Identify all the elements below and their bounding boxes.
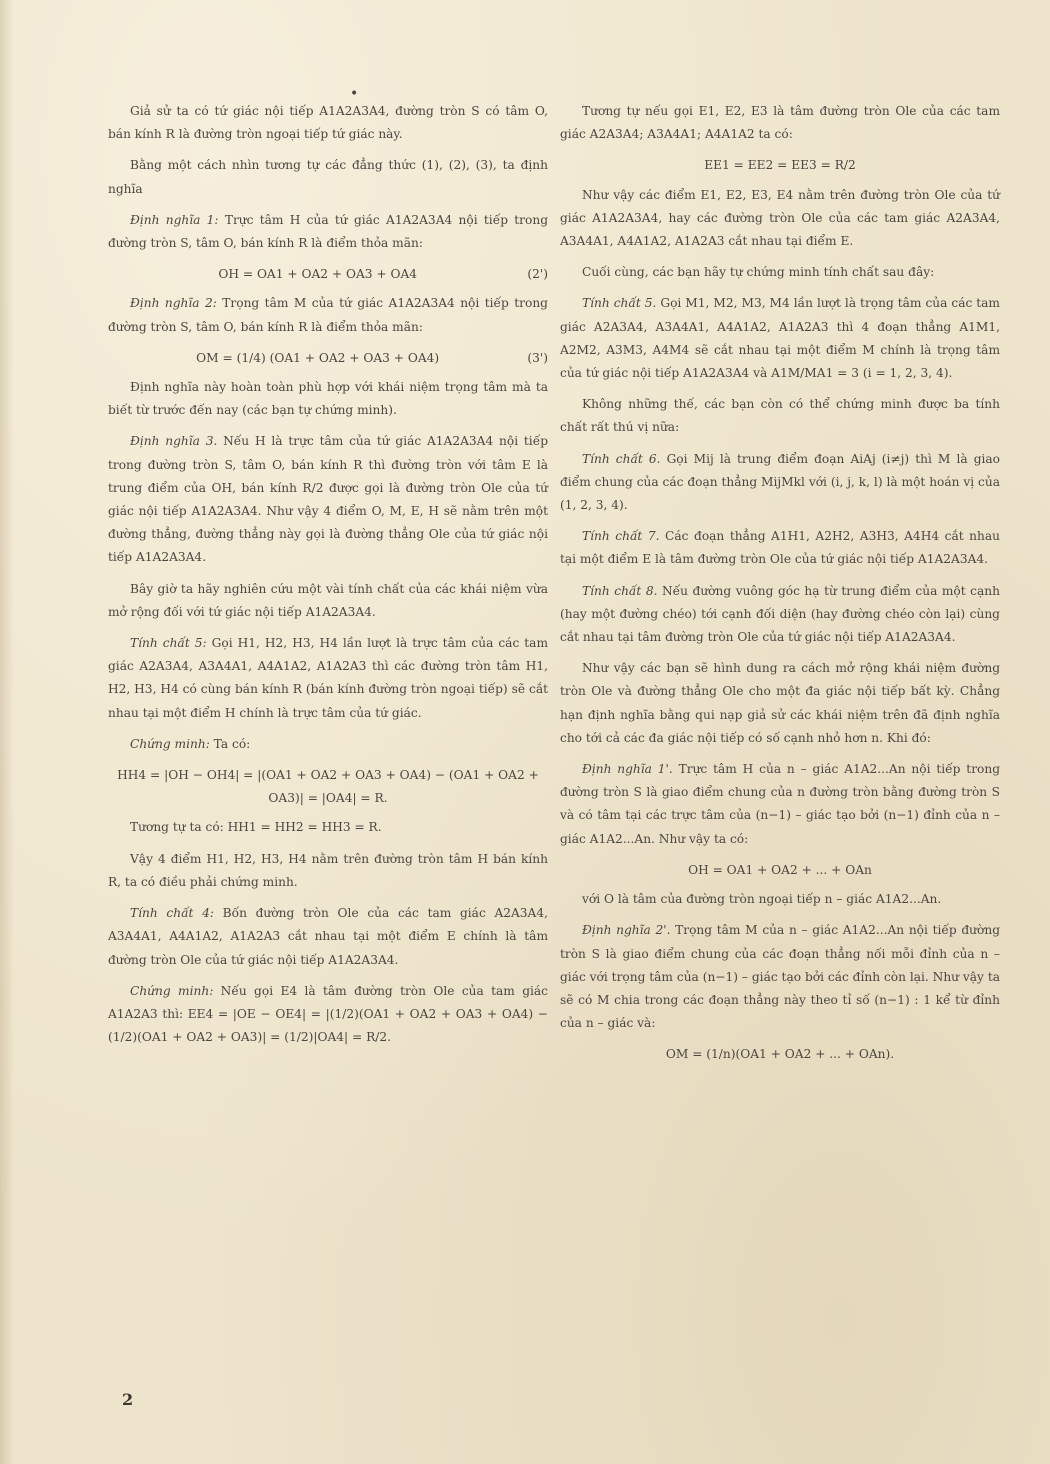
paragraph xyxy=(108,100,548,146)
paragraph xyxy=(108,980,548,1050)
paragraph-text: với O là tâm của đường tròn ngoại tiếp n – giác A1A2...An. xyxy=(582,892,942,907)
equation xyxy=(108,347,548,370)
paragraph-text: Bằng một cách nhìn tương tự các đẳng thức (1), (2), (3), ta định nghĩa xyxy=(108,158,548,196)
paragraph-text: Các đoạn thẳng A1H1, A2H2, A3H3, A4H4 cắt nhau tại một điểm E là tâm đường tròn Ole của tứ giác nội tiếp A1A2A3A4. xyxy=(560,529,1000,567)
paragraph-heading: Tính chất 8. xyxy=(582,583,658,598)
equation xyxy=(560,154,1000,177)
paragraph-text: Gọi M1, M2, M3, M4 lần lượt là trọng tâm của các tam giác A2A3A4, A3A4A1, A4A1A2, A1A2A3 thì 4 đoạn thẳng A1M1, A2M2, A3M3, A4M4 sẽ cắt nhau tại một điểm M chính là trọng tâm của tứ giác nội tiếp A1A2A3A4 và A1M/MA1 = 3 (i = 1, 2, 3, 4). xyxy=(560,296,1000,381)
paragraph xyxy=(108,376,548,422)
paragraph xyxy=(560,888,1000,911)
paragraph-text: Nếu gọi E4 là tâm đường tròn Ole của tam giác A1A2A3 thì: EE4 = |OE − OE4| = |(1/2)(OA1 + OA2 + OA3 + OA4) − (1/2)(OA1 + OA2 + OA3)| = (1/2)|OA4| = R/2. xyxy=(108,983,549,1045)
equation-number: (2') xyxy=(527,267,548,282)
paragraph-text: Trực tâm H của tứ giác A1A2A3A4 nội tiếp trong đường tròn S, tâm O, bán kính R là điểm thỏa mãn: xyxy=(108,212,548,251)
paragraph-text: Trọng tâm M của tứ giác A1A2A3A4 nội tiếp trong đường tròn S, tâm O, bán kính R là điểm thỏa mãn: xyxy=(108,296,548,334)
paragraph xyxy=(560,261,1000,284)
top-mark: • xyxy=(350,86,359,102)
paragraph xyxy=(108,632,548,725)
equation-text: HH4 = |OH − OH4| = |(OA1 + OA2 + OA3 + OA4) − (OA1 + OA2 + OA3)| = |OA4| = R. xyxy=(117,768,539,806)
paragraph-text: Tương tự ta có: HH1 = HH2 = HH3 = R. xyxy=(130,820,382,835)
equation xyxy=(560,1043,1000,1066)
paragraph xyxy=(560,184,1000,254)
paragraph xyxy=(108,578,548,624)
paragraph-text: Định nghĩa này hoàn toàn phù hợp với khái niệm trọng tâm mà ta biết từ trước đến nay (các bạn tự chứng minh). xyxy=(108,380,548,418)
paragraph-heading: Định nghĩa 3. xyxy=(130,434,218,449)
paragraph-text: Không những thế, các bạn còn có thể chứng minh được ba tính chất rất thú vị nữa: xyxy=(560,397,1000,435)
paragraph-heading: Định nghĩa 1: xyxy=(130,212,219,227)
equation-text: OM = (1/4) (OA1 + OA2 + OA3 + OA4) xyxy=(196,350,440,365)
paragraph-heading: Chứng minh: xyxy=(130,736,210,751)
paragraph-heading: Định nghĩa 2: xyxy=(130,296,217,311)
paragraph-text: Như vậy các điểm E1, E2, E3, E4 nằm trên đường tròn Ole của tứ giác A1A2A3A4, hay các đường tròn Ole của các tam giác A2A3A4, A3A4A1, A4A1A2, A1A2A3 cắt nhau tại điểm E. xyxy=(560,187,1000,249)
paragraph xyxy=(108,154,548,200)
paragraph-text: Cuối cùng, các bạn hãy tự chứng minh tính chất sau đây: xyxy=(582,265,935,280)
paragraph xyxy=(108,848,548,894)
paragraph-text: Tương tự nếu gọi E1, E2, E3 là tâm đường tròn Ole của các tam giác A2A3A4; A3A4A1; A4A1A2 ta có: xyxy=(560,104,1000,142)
paragraph-text: Nếu đường vuông góc hạ từ trung điểm của một cạnh (hay một đường chéo) tới cạnh đối diện (hay đường chéo còn lại) cùng cắt nhau tại tâm đường tròn Ole của tứ giác nội tiếp A1A2A3A4. xyxy=(560,583,1000,645)
paragraph-heading: Tính chất 4: xyxy=(130,906,214,921)
paragraph xyxy=(560,292,1000,385)
paragraph xyxy=(560,100,1000,146)
right-column xyxy=(560,100,1000,1073)
paragraph-text: Như vậy các bạn sẽ hình dung ra cách mở rộng khái niệm đường tròn Ole và đường thẳng Ole cho một đa giác nội tiếp bất kỳ. Chẳng hạn định nghĩa bằng qui nạp giả sử các khái niệm trên đã định nghĩa cho tới cả các đa giác nội tiếp có số cạnh nhỏ hơn n. Khi đó: xyxy=(560,661,1000,745)
left-column xyxy=(108,100,548,1057)
equation-text: EE1 = EE2 = EE3 = R/2 xyxy=(704,158,856,173)
paragraph-text: Gọi H1, H2, H3, H4 lần lượt là trực tâm của các tam giác A2A3A4, A3A4A1, A4A1A2, A1A2A3 thì các đường tròn tâm H1, H2, H3, H4 có cùng bán kính R (bán kính đường tròn ngoại tiếp) sẽ cắt nhau tại một điểm H chính là trực tâm của tứ giác. xyxy=(108,636,549,720)
paragraph-text: Nếu H là trực tâm của tứ giác A1A2A3A4 nội tiếp trong đường tròn S, tâm O, bán kính R thì đường tròn với tâm E là trung điểm của OH, bán kính R/2 được gọi là đường tròn Ole của tứ giác nội tiếp A1A2A3A4. Như vậy 4 điểm O, M, E, H sẽ nằm trên một đường thẳng, đường thẳng này gọi là đường thẳng Ole của tứ giác nội tiếp A1A2A3A4. xyxy=(108,434,548,565)
paragraph-heading: Tính chất 5. xyxy=(582,296,657,311)
paragraph xyxy=(108,292,548,338)
equation-number: (3') xyxy=(527,350,548,365)
equation-text: OH = OA1 + OA2 + OA3 + OA4 xyxy=(218,267,418,282)
equation xyxy=(108,764,548,810)
paragraph xyxy=(560,758,1000,851)
equation-text: OM = (1/n)(OA1 + OA2 + ... + OAn). xyxy=(665,1047,895,1062)
paragraph-heading: Tính chất 6. xyxy=(582,451,661,466)
equation xyxy=(108,263,548,286)
paragraph-text: Trọng tâm M của n – giác A1A2...An nội tiếp đường tròn S là giao điểm chung của các đoạn thẳng nối mỗi đỉnh của n – giác với trọng tâm của (n−1) – giác tạo bởi các đỉnh còn lại. Như vậy ta sẽ có M chia trong các đoạn thẳng này theo tỉ số (n−1) : 1 kể từ đỉnh của n – giác và: xyxy=(560,923,1001,1031)
page-edge-shadow xyxy=(0,0,14,1464)
paragraph-text: Gọi Mij là trung điểm đoạn AiAj (i≠j) thì M là giao điểm chung của các đoạn thẳng MijMkl với (i, j, k, l) là một hoán vị của (1, 2, 3, 4). xyxy=(560,451,1000,513)
paragraph-text: Bây giờ ta hãy nghiên cứu một vài tính chất của các khái niệm vừa mở rộng đối với tứ giác nội tiếp A1A2A3A4. xyxy=(108,581,548,619)
paragraph xyxy=(108,816,548,839)
equation xyxy=(560,859,1000,882)
paragraph-text: Giả sử ta có tứ giác nội tiếp A1A2A3A4, đường tròn S có tâm O, bán kính R là đường tròn ngoại tiếp tứ giác này. xyxy=(108,104,548,142)
paragraph xyxy=(560,525,1000,571)
paragraph-heading: Chứng minh: xyxy=(130,983,214,998)
paragraph-heading: Tính chất 5: xyxy=(130,636,207,651)
paragraph xyxy=(560,448,1000,518)
paragraph xyxy=(560,393,1000,439)
paragraph xyxy=(108,430,548,569)
page-number: 2 xyxy=(122,1390,134,1409)
paragraph xyxy=(108,902,548,972)
paragraph xyxy=(108,733,548,756)
paragraph-heading: Định nghĩa 2'. xyxy=(582,923,671,938)
paragraph-text: Trực tâm H của n – giác A1A2...An nội tiếp trong đường tròn S là giao điểm chung của n đường tròn bằng đường tròn S và có tâm tại các trực tâm của (n−1) – giác tạo bởi (n−1) đỉnh của n – giác A1A2...An. Như vậy ta có: xyxy=(560,762,1001,846)
paragraph xyxy=(560,657,1000,750)
paragraph xyxy=(560,580,1000,650)
equation-text: OH = OA1 + OA2 + ... + OAn xyxy=(688,862,872,877)
paragraph-heading: Tính chất 7. xyxy=(582,529,660,544)
paragraph-text: Vậy 4 điểm H1, H2, H3, H4 nằm trên đường tròn tâm H bán kính R, ta có điều phải chứng minh. xyxy=(108,851,548,889)
paragraph-text: Ta có: xyxy=(209,736,251,751)
paragraph-text: Bốn đường tròn Ole của các tam giác A2A3A4, A3A4A1, A4A1A2, A1A2A3 cắt nhau tại một điểm E chính là tâm đường tròn Ole của tứ giác nội tiếp A1A2A3A4. xyxy=(108,906,548,967)
paragraph xyxy=(560,919,1000,1035)
paragraph xyxy=(108,209,548,255)
paragraph-heading: Định nghĩa 1'. xyxy=(582,762,673,777)
